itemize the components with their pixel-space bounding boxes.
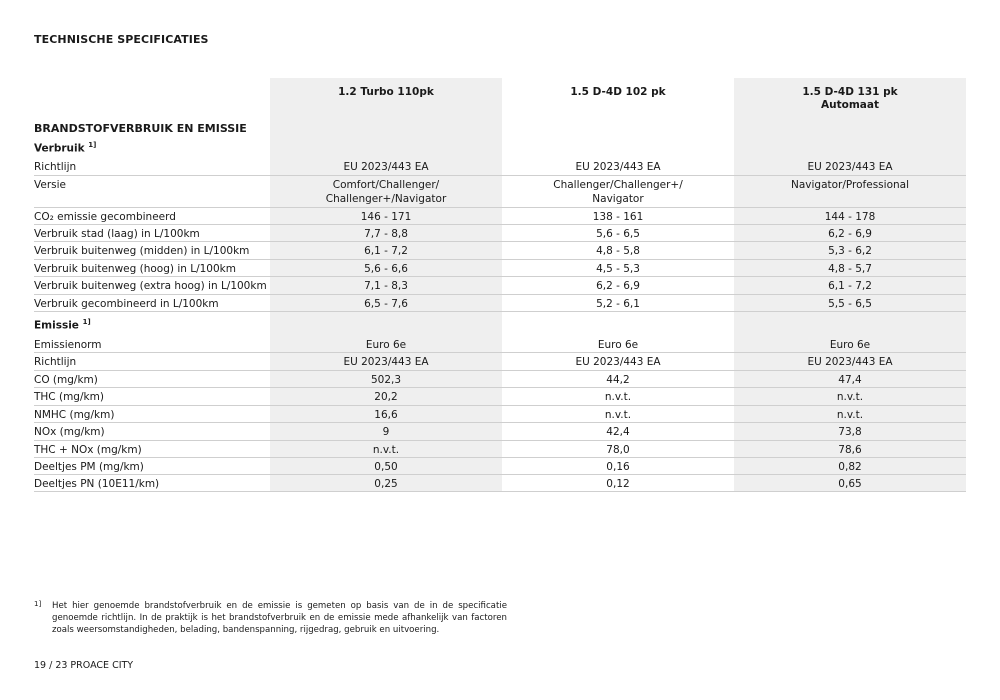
group-title-1 (34, 318, 91, 332)
row-label: Deeltjes PM (mg/km) (34, 461, 144, 473)
table-row (34, 277, 966, 295)
cell-col-2: Challenger/Challenger+/ Navigator (553, 179, 683, 205)
cell-col-2: 6,2 - 6,9 (596, 280, 640, 292)
column-header-1 (270, 86, 502, 99)
cell-col-1: 7,1 - 8,3 (364, 280, 408, 292)
cell-col-3: Euro 6e (829, 339, 871, 351)
group-title-0 (34, 141, 96, 155)
table-row (34, 295, 966, 312)
cell-col-3: 78,6 (838, 444, 862, 456)
cell-col-2: EU 2023/443 EA (575, 161, 661, 173)
cell-col-3: 5,5 - 6,5 (828, 298, 872, 310)
table-row (34, 388, 966, 406)
table-row (34, 225, 966, 242)
row-label: Verbruik buitenweg (midden) in L/100km (34, 245, 250, 257)
table-row (34, 371, 966, 388)
column-header-3-line1: 1.5 D-4D 131 pk (802, 86, 898, 98)
row-label: THC + NOx (mg/km) (34, 444, 142, 456)
cell-col-2: 0,12 (606, 478, 630, 490)
cell-col-2: 44,2 (606, 374, 630, 386)
group-title-text: Emissie (34, 319, 79, 332)
cell-col-1: 0,50 (374, 461, 398, 473)
cell-col-3: 6,2 - 6,9 (828, 228, 872, 240)
row-label: Versie (34, 179, 66, 191)
column-header-2-line1: 1.5 D-4D 102 pk (570, 86, 666, 98)
cell-col-3: 5,3 - 6,2 (828, 245, 872, 257)
cell-col-3: 47,4 (838, 374, 862, 386)
row-label: Richtlijn (34, 356, 77, 368)
table-row (34, 458, 966, 475)
cell-col-2: EU 2023/443 EA (575, 356, 661, 368)
cell-col-3: EU 2023/443 EA (807, 161, 893, 173)
cell-col-3: 6,1 - 7,2 (828, 280, 872, 292)
cell-col-3: n.v.t. (836, 409, 864, 421)
cell-col-3: EU 2023/443 EA (807, 356, 893, 368)
row-label: Deeltjes PN (10E11/km) (34, 478, 160, 490)
footnote-ref: 1] (82, 318, 91, 326)
cell-col-1: 5,6 - 6,6 (364, 263, 408, 275)
cell-col-3: 4,8 - 5,7 (828, 263, 872, 275)
row-label: Verbruik buitenweg (extra hoog) in L/100km (34, 280, 267, 292)
group-title-text: Verbruik (34, 142, 85, 155)
cell-col-2: n.v.t. (604, 409, 632, 421)
column-header-3 (734, 86, 966, 112)
cell-col-1: 9 (382, 426, 390, 438)
table-row (34, 158, 966, 176)
row-label: Verbruik buitenweg (hoog) in L/100km (34, 263, 236, 275)
table-row (34, 242, 966, 260)
cell-col-3: 0,82 (838, 461, 862, 473)
table-row (34, 353, 966, 371)
row-label: Verbruik stad (laag) in L/100km (34, 228, 200, 240)
cell-col-1: EU 2023/443 EA (343, 356, 429, 368)
cell-col-2: 5,6 - 6,5 (596, 228, 640, 240)
row-label: Emissienorm (34, 339, 102, 351)
table-row (34, 176, 966, 208)
cell-col-1: 20,2 (374, 391, 398, 403)
cell-col-3: 0,65 (838, 478, 862, 490)
cell-col-1: n.v.t. (372, 444, 400, 456)
cell-col-1: 146 - 171 (360, 211, 412, 223)
row-label: Verbruik gecombineerd in L/100km (34, 298, 219, 310)
cell-col-2: 42,4 (606, 426, 630, 438)
column-header-1-line1: 1.2 Turbo 110pk (338, 86, 434, 98)
cell-col-1: Euro 6e (365, 339, 407, 351)
cell-col-2: Euro 6e (597, 339, 639, 351)
cell-col-2: 4,8 - 5,8 (596, 245, 640, 257)
footnote-text: Het hier genoemde brandstofverbruik en de emissie is gemeten op basis van de in de specificatie genoemde richtlijn. In de praktijk is het brandstofverbruik en de emissie mede afhankelijk van factoren zoals weersomstandigheden, belading, bandenspanning, rijgedrag, gebruik en uitvoering. (52, 601, 507, 635)
row-label: NOx (mg/km) (34, 426, 105, 438)
footnote-mark: 1] (34, 600, 42, 608)
cell-col-2: 5,2 - 6,1 (596, 298, 640, 310)
table-row (34, 441, 966, 458)
row-label: THC (mg/km) (34, 391, 104, 403)
cell-col-1: 16,6 (374, 409, 398, 421)
table-row (34, 475, 966, 492)
cell-col-3: Navigator/Professional (790, 179, 910, 191)
row-label: NMHC (mg/km) (34, 409, 115, 421)
cell-col-1: 502,3 (370, 374, 402, 386)
cell-col-2: 138 - 161 (592, 211, 644, 223)
page-footer: 19 / 23 PROACE CITY (34, 660, 134, 671)
row-label: CO₂ emissie gecombineerd (34, 211, 176, 223)
cell-col-3: 73,8 (838, 426, 862, 438)
cell-col-2: n.v.t. (604, 391, 632, 403)
table-row (34, 423, 966, 441)
cell-col-1: EU 2023/443 EA (343, 161, 429, 173)
cell-col-1: 7,7 - 8,8 (364, 228, 408, 240)
page-title: TECHNISCHE SPECIFICATIES (34, 33, 209, 46)
section-title: BRANDSTOFVERBRUIK EN EMISSIE (34, 122, 247, 135)
table-row (34, 336, 966, 353)
cell-col-2: 0,16 (606, 461, 630, 473)
row-label: Richtlijn (34, 161, 77, 173)
cell-col-1: 6,5 - 7,6 (364, 298, 408, 310)
cell-col-1: Comfort/Challenger/ Challenger+/Navigator (325, 179, 447, 205)
table-row (34, 260, 966, 277)
footnote-ref: 1] (88, 141, 97, 149)
cell-col-3: 144 - 178 (824, 211, 876, 223)
cell-col-3: n.v.t. (836, 391, 864, 403)
cell-col-1: 0,25 (374, 478, 398, 490)
table-row (34, 208, 966, 225)
row-label: CO (mg/km) (34, 374, 98, 386)
cell-col-2: 78,0 (606, 444, 630, 456)
column-header-2 (502, 86, 734, 99)
cell-col-2: 4,5 - 5,3 (596, 263, 640, 275)
cell-col-1: 6,1 - 7,2 (364, 245, 408, 257)
table-row (34, 406, 966, 423)
column-header-3-line2: Automaat (821, 99, 879, 111)
